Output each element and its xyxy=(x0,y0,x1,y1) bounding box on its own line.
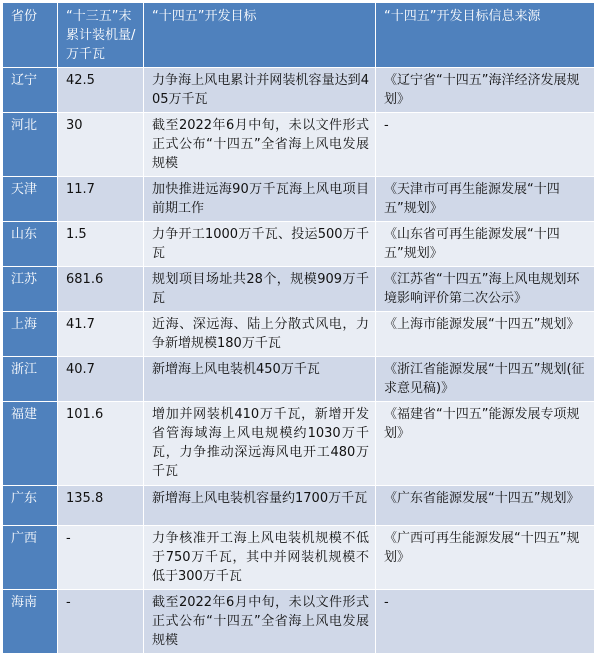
province-cell: 山东 xyxy=(3,222,58,267)
target-cell: 截至2022年6月中旬，未以文件形式正式公布“十四五”全省海上风电发展规模 xyxy=(144,113,376,177)
offshore-wind-table xyxy=(2,2,595,654)
province-cell: 浙江 xyxy=(3,357,58,402)
target-cell: 规划项目场址共28个，规模909万千瓦 xyxy=(144,267,376,312)
table-row xyxy=(3,357,595,402)
installed-cell: 30 xyxy=(58,113,144,177)
installed-cell: 1.5 xyxy=(58,222,144,267)
header-target: “十四五”开发目标 xyxy=(144,3,376,68)
source-cell: 《福建省“十四五”能源发展专项规划》 xyxy=(376,402,595,486)
source-cell: 《辽宁省“十四五”海洋经济发展规划》 xyxy=(376,68,595,113)
installed-cell: 101.6 xyxy=(58,402,144,486)
table-body xyxy=(3,68,595,654)
source-cell: 《广西可再生能源发展“十四五”规划》 xyxy=(376,526,595,590)
table-row xyxy=(3,486,595,526)
table-row xyxy=(3,402,595,486)
header-row xyxy=(3,3,595,68)
installed-cell: - xyxy=(58,590,144,654)
target-cell: 新增海上风电装机容量约1700万千瓦 xyxy=(144,486,376,526)
header-province: 省份 xyxy=(3,3,58,68)
province-cell: 海南 xyxy=(3,590,58,654)
table-row xyxy=(3,312,595,357)
header-installed: “十三五”末累计装机量/万千瓦 xyxy=(58,3,144,68)
table-row xyxy=(3,267,595,312)
source-cell: 《广东省能源发展“十四五”规划》 xyxy=(376,486,595,526)
header-source: “十四五”开发目标信息来源 xyxy=(376,3,595,68)
source-cell: 《浙江省能源发展“十四五”规划(征求意见稿)》 xyxy=(376,357,595,402)
installed-cell: 41.7 xyxy=(58,312,144,357)
table-row xyxy=(3,526,595,590)
source-cell: 《江苏省“十四五”海上风电规划环境影响评价第二次公示》 xyxy=(376,267,595,312)
source-cell: 《山东省可再生能源发展“十四五”规划》 xyxy=(376,222,595,267)
table-row xyxy=(3,177,595,222)
installed-cell: 42.5 xyxy=(58,68,144,113)
province-cell: 广东 xyxy=(3,486,58,526)
table-row xyxy=(3,222,595,267)
target-cell: 力争核准开工海上风电装机规模不低于750万千瓦，其中并网装机规模不低于300万千瓦 xyxy=(144,526,376,590)
source-cell: - xyxy=(376,590,595,654)
target-cell: 近海、深远海、陆上分散式风电，力争新增规模180万千瓦 xyxy=(144,312,376,357)
province-cell: 江苏 xyxy=(3,267,58,312)
target-cell: 力争开工1000万千瓦、投运500万千瓦 xyxy=(144,222,376,267)
province-cell: 福建 xyxy=(3,402,58,486)
target-cell: 增加并网装机410万千瓦，新增开发省管海域海上风电规模约1030万千瓦，力争推动深远海风电开工480万千瓦 xyxy=(144,402,376,486)
installed-cell: 40.7 xyxy=(58,357,144,402)
province-cell: 河北 xyxy=(3,113,58,177)
installed-cell: 135.8 xyxy=(58,486,144,526)
target-cell: 截至2022年6月中旬，未以文件形式正式公布“十四五”全省海上风电发展规模 xyxy=(144,590,376,654)
province-cell: 辽宁 xyxy=(3,68,58,113)
source-cell: - xyxy=(376,113,595,177)
province-cell: 上海 xyxy=(3,312,58,357)
province-cell: 天津 xyxy=(3,177,58,222)
target-cell: 加快推进远海90万千瓦海上风电项目前期工作 xyxy=(144,177,376,222)
installed-cell: 11.7 xyxy=(58,177,144,222)
table-row xyxy=(3,590,595,654)
target-cell: 力争海上风电累计并网装机容量达到405万千瓦 xyxy=(144,68,376,113)
installed-cell: - xyxy=(58,526,144,590)
source-cell: 《上海市能源发展“十四五”规划》 xyxy=(376,312,595,357)
table-row xyxy=(3,68,595,113)
source-cell: 《天津市可再生能源发展“十四五”规划》 xyxy=(376,177,595,222)
table-row xyxy=(3,113,595,177)
target-cell: 新增海上风电装机450万千瓦 xyxy=(144,357,376,402)
province-cell: 广西 xyxy=(3,526,58,590)
installed-cell: 681.6 xyxy=(58,267,144,312)
